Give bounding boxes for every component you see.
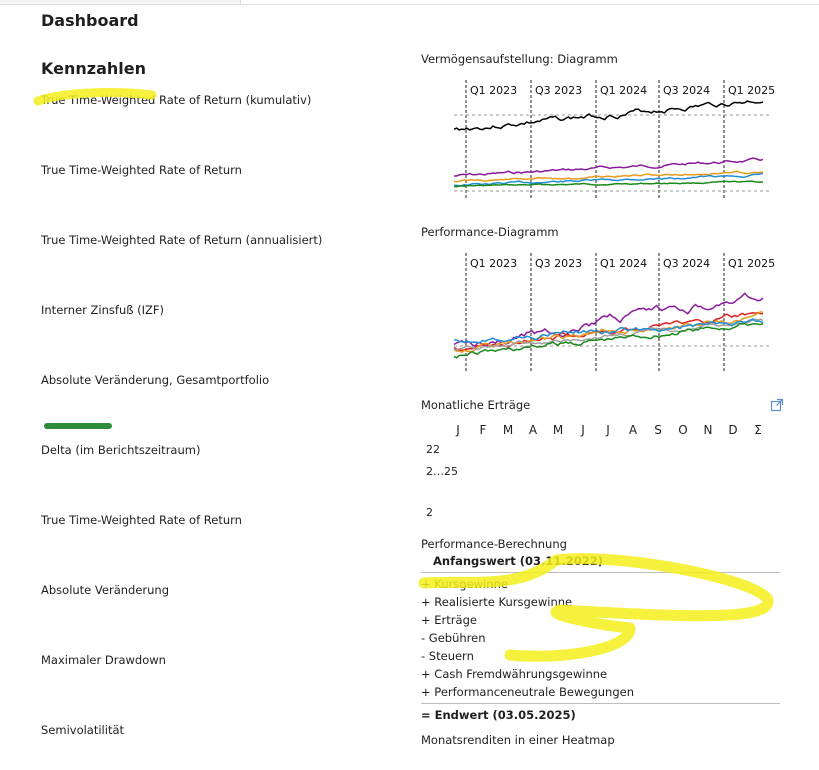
calc-item-earnings[interactable]: + Erträge <box>421 613 477 627</box>
month-label: N <box>703 423 713 437</box>
calc-item-capital-gains[interactable]: + Kursgewinne <box>421 577 508 591</box>
year-row: 22 <box>426 443 440 456</box>
active-tab[interactable] <box>0 0 241 4</box>
calc-item-neutral-transfers[interactable]: + Performanceneutrale Bewegungen <box>421 685 635 699</box>
performance-chart-title: Performance-Diagramm <box>421 225 559 239</box>
performance-calc-title: Performance-Berechnung <box>421 537 567 551</box>
performance-chart[interactable] <box>421 251 781 373</box>
external-link-icon[interactable] <box>770 398 784 412</box>
metric-max-drawdown[interactable]: Maximaler Drawdown <box>41 653 166 667</box>
month-label: J <box>606 423 610 437</box>
metric-semivolatility[interactable]: Semivolatilität <box>41 723 125 737</box>
quarter-label: Q3 2023 <box>535 84 583 97</box>
monthly-returns-title: Monatliche Erträge <box>421 398 531 412</box>
quarter-label: Q3 2024 <box>663 257 711 270</box>
quarter-label: Q1 2025 <box>728 84 776 97</box>
month-label: Σ <box>754 423 762 437</box>
divider <box>421 572 780 573</box>
quarter-label: Q1 2024 <box>600 84 648 97</box>
month-label: O <box>678 423 688 437</box>
divider <box>421 703 780 704</box>
assets-chart-title: Vermögensaufstellung: Diagramm <box>421 52 618 66</box>
month-label: D <box>728 423 738 437</box>
year-row: 2 <box>426 506 433 519</box>
month-label: A <box>528 423 538 437</box>
month-label: F <box>479 423 487 437</box>
metric-ttwror-cumulative[interactable]: True Time-Weighted Rate of Return (kumulativ) <box>41 93 312 107</box>
quarter-label: Q1 2023 <box>470 257 518 270</box>
metric-ttwror-2[interactable]: True Time-Weighted Rate of Return <box>41 513 242 527</box>
page-title: Dashboard <box>41 11 139 30</box>
calc-item-realized-gains[interactable]: + Realisierte Kursgewinne <box>421 595 573 609</box>
calc-item-fees[interactable]: - Gebühren <box>421 631 486 645</box>
month-label: J <box>456 423 460 437</box>
metric-absolute-change-total[interactable]: Absolute Veränderung, Gesamtportfolio <box>41 373 270 387</box>
calc-item-cash-fx[interactable]: + Cash Fremdwährungsgewinne <box>421 667 608 681</box>
end-value[interactable]: = Endwert (03.05.2025) <box>421 708 576 722</box>
month-label: M <box>552 423 564 437</box>
month-label: M <box>502 423 514 437</box>
metric-delta[interactable]: Delta (im Berichtszeitraum) <box>41 443 201 457</box>
metric-ttwror-annualized[interactable]: True Time-Weighted Rate of Return (annualisiert) <box>41 233 323 247</box>
kennzahlen-heading: Kennzahlen <box>41 59 146 78</box>
top-tab-strip <box>0 0 819 5</box>
month-label: A <box>628 423 638 437</box>
series-line-black <box>454 101 763 130</box>
quarter-label: Q1 2025 <box>728 257 776 270</box>
start-value[interactable]: Anfangswert (03.11.2022) <box>433 554 603 568</box>
month-label: S <box>654 423 662 437</box>
metric-irr[interactable]: Interner Zinsfuß (IZF) <box>41 303 164 317</box>
quarter-label: Q1 2023 <box>470 84 518 97</box>
calc-item-taxes[interactable]: - Steuern <box>421 649 474 663</box>
year-row: 2…25 <box>426 465 458 478</box>
quarter-label: Q3 2023 <box>535 257 583 270</box>
quarter-label: Q3 2024 <box>663 84 711 97</box>
series-line-green <box>454 181 763 187</box>
quarter-label: Q1 2024 <box>600 257 648 270</box>
month-header <box>421 423 771 439</box>
assets-chart[interactable] <box>421 78 781 198</box>
green-mark <box>44 423 112 429</box>
metric-absolute-change[interactable]: Absolute Veränderung <box>41 583 170 597</box>
month-label: J <box>581 423 585 437</box>
metric-ttwror[interactable]: True Time-Weighted Rate of Return <box>41 163 242 177</box>
heatmap-title: Monatsrenditen in einer Heatmap <box>421 733 615 747</box>
